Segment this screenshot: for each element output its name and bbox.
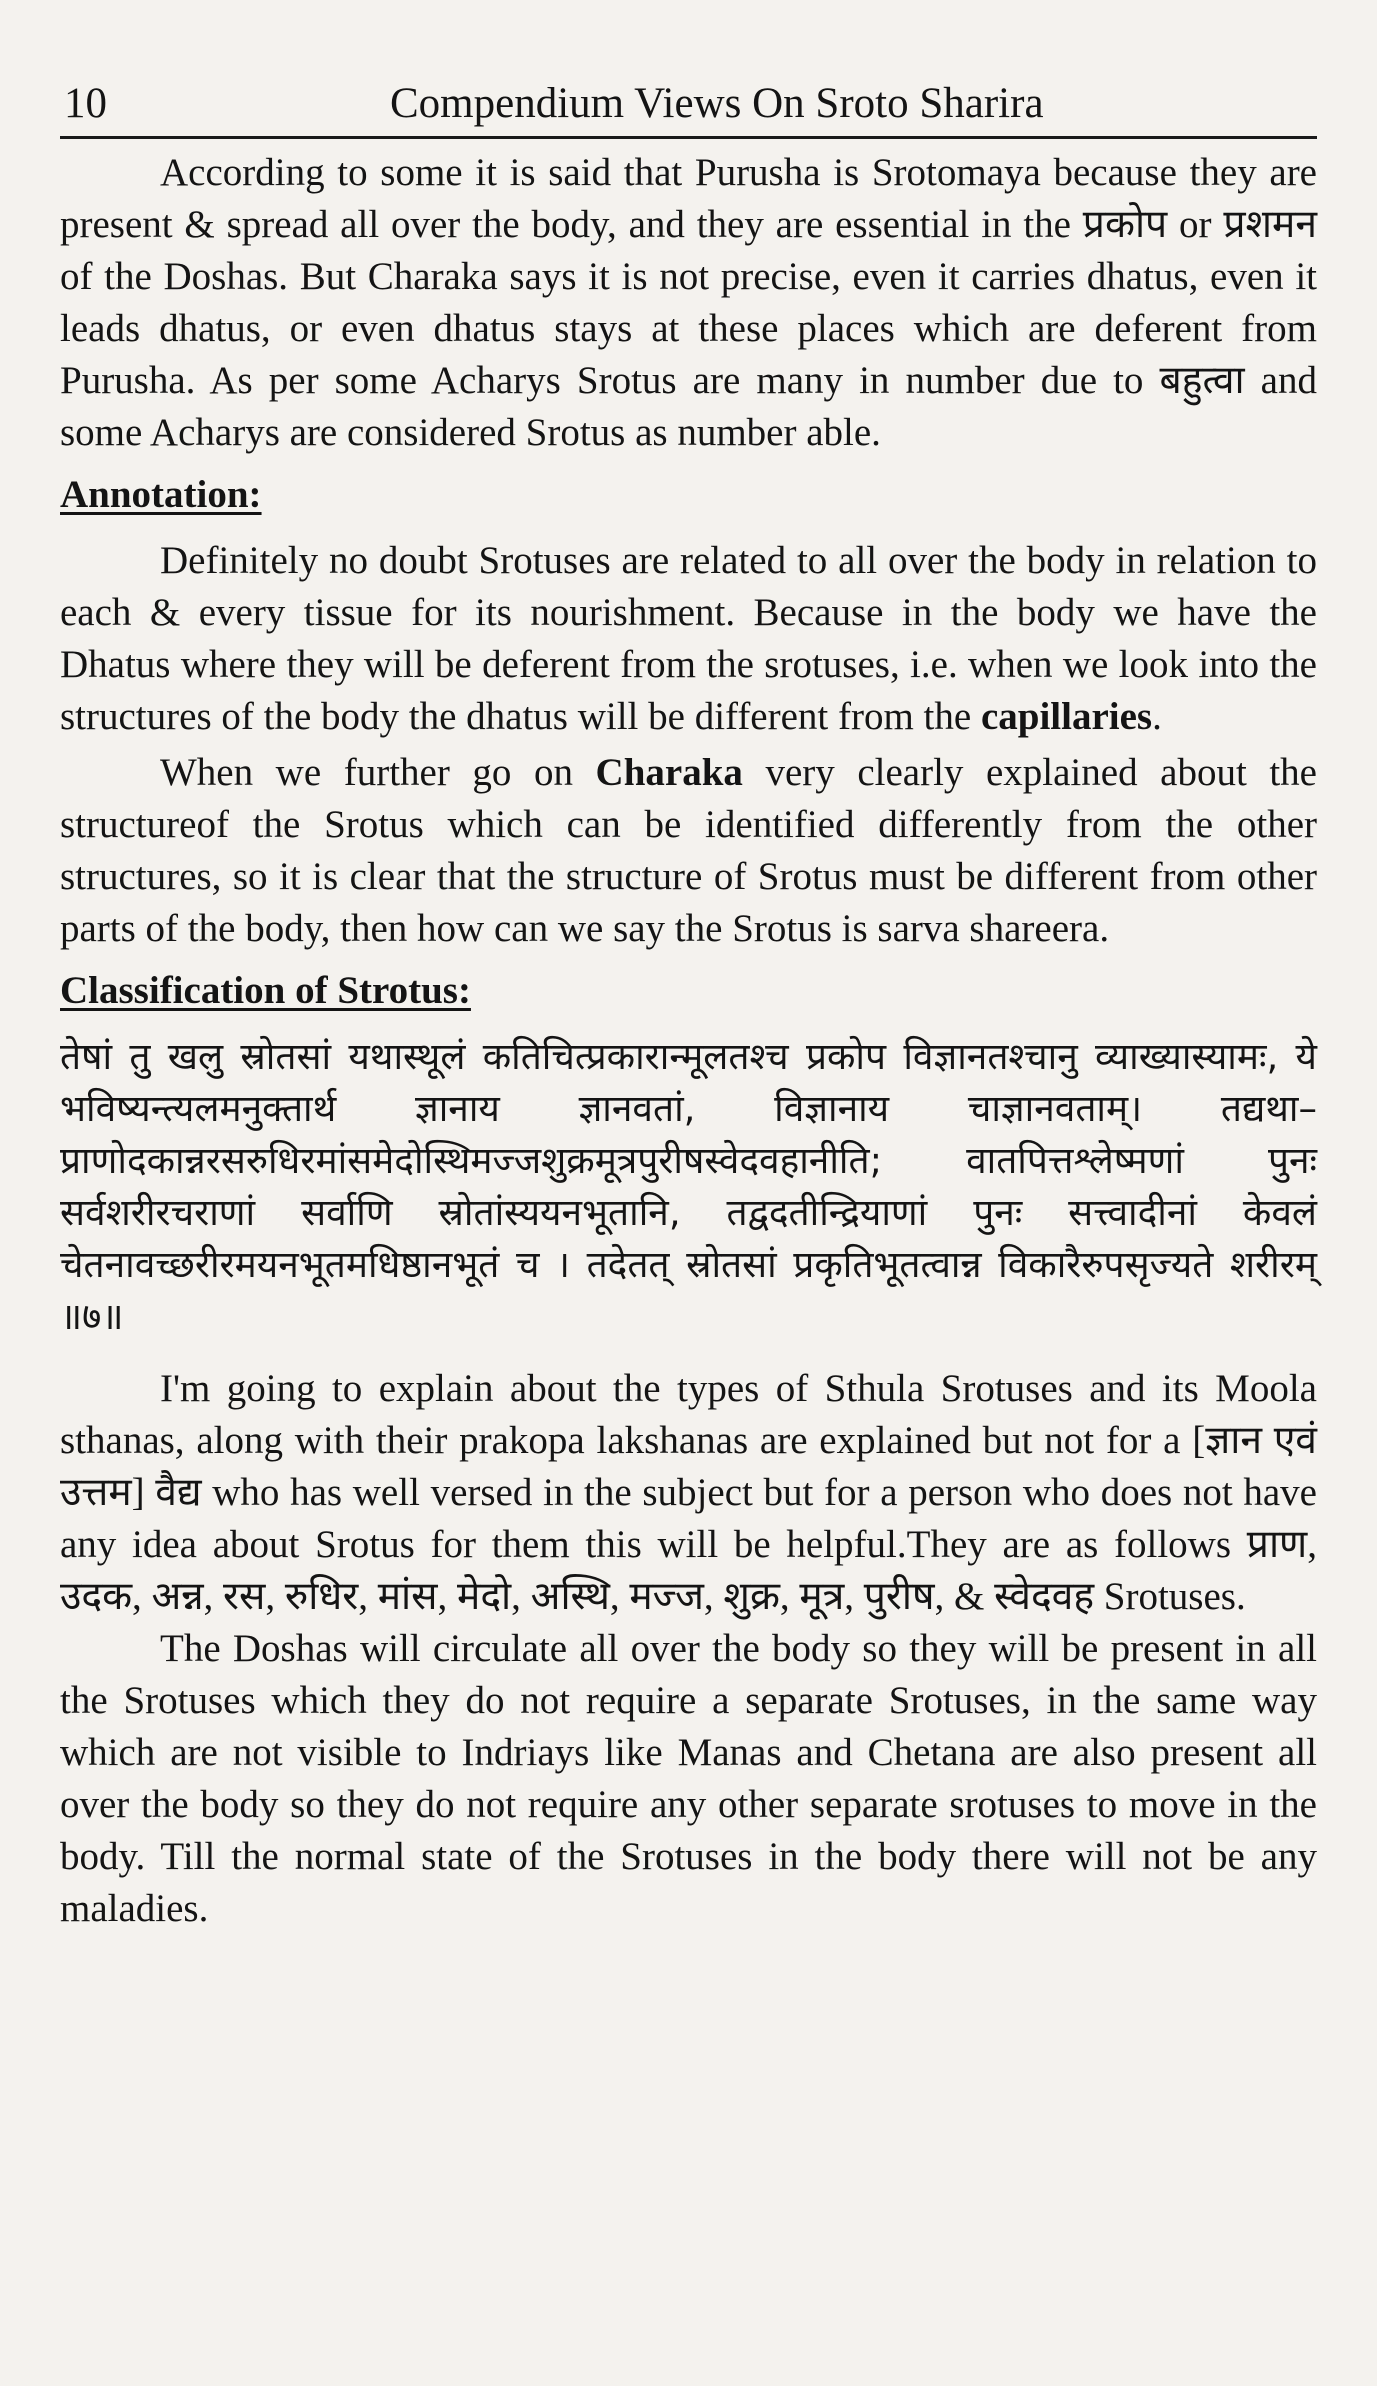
bold-capillaries: capillaries — [980, 695, 1153, 738]
book-title: Compendium Views On Sroto Sharira — [390, 80, 1044, 127]
sanskrit-verse: तेषां तु खलु स्रोतसां यथास्थूलं कतिचित्प्रकारान्मूलतश्च प्रकोप विज्ञानतश्चानु व्याख्यास्यामः, ये भविष्यन्त्यलमनुक्तार्थ ज्ञानाय ज्ञानवतां, विज्ञानाय चाज्ञानवताम्। तद्यथा–प्राणोदकान्नरसरुधिरमांसमेदोस्थिमज्जशुक्रमूत्रपुरीषस्वेदवहानीति; वातपित्तश्लेष्मणां पुनः सर्वशरीरचराणां सर्वाणि स्रोतांस्ययनभूतानि, तद्वदतीन्द्रियाणां पुनः सत्त्वादीनां केवलं चेतनावच्छरीरमयनभूतमधिष्ठानभूतं च । तदेतत् स्रोतसां प्रकृतिभूतत्वान्न विकारैरुपसृज्यते शरीरम् ॥७॥ — [60, 1035, 1317, 1338]
paragraph-annotation — [60, 535, 1317, 743]
paragraph-purusha-srotomaya: According to some it is said that Purusha is Srotomaya because they are present & spread all over the body, and they are essential in the प्रकोप or प्रशमन of the Doshas. But Charaka says it is not precise, even it carries dhatus, even it leads dhatus, or even dhatus stays at these places which are deferent from Purusha. As per some Acharys Srotus are many in number due to बहुत्वा and some Acharys are considered Srotus as number able. — [60, 151, 1317, 454]
paragraph-doshas-circulate: The Doshas will circulate all over the body so they will be present in all the Srotuses which they do not require a separate Srotuses, in the same way which are not visible to Indriays like Manas and Chetana are also present all over the body so they do not require any other separate srotuses to move in the body. Till the normal state of the Srotuses in the body there will not be any maladies. — [60, 1627, 1317, 1930]
page-number: 10 — [64, 80, 107, 127]
bold-charaka: Charaka — [595, 751, 743, 794]
paragraph-charaka-start: When we further go on — [160, 751, 596, 794]
paragraph-sthula-srotuses: I'm going to explain about the types of Sthula Srotuses and its Moola sthanas, along with their prakopa lakshanas are explained but not for a [ज्ञान एवं उत्तम] वैद्य who has well versed in the subject but for a person who does not have any idea about Srotus for them this will be helpful.They are as follows प्राण, उदक, अन्न, रस, रुधिर, मांस, मेदो, अस्थि, मज्ज, शुक्र, मूत्र, पुरीष, & स्वेदवह Srotuses. — [60, 1367, 1317, 1618]
paragraph-charaka-structure — [60, 747, 1317, 955]
paragraph-annotation-end: . — [1152, 695, 1162, 738]
classification-heading: Classification of Strotus: — [60, 969, 471, 1012]
running-header — [60, 78, 1317, 139]
paragraph-charaka-rest: very clearly explained about the structureof the Srotus which can be identified differently from the other structures, so it is clear that the structure of Srotus must be different from other parts of the body, then how can we say the Srotus is sarva shareera. — [60, 751, 1317, 950]
paragraph-annotation-text: Definitely no doubt Srotuses are related to all over the body in relation to each & every tissue for its nourishment. Because in the body we have the Dhatus where they will be deferent from the srotuses, i.e. when we look into the structures of the body the dhatus will be different from the — [60, 539, 1317, 738]
annotation-heading: Annotation: — [60, 473, 262, 516]
